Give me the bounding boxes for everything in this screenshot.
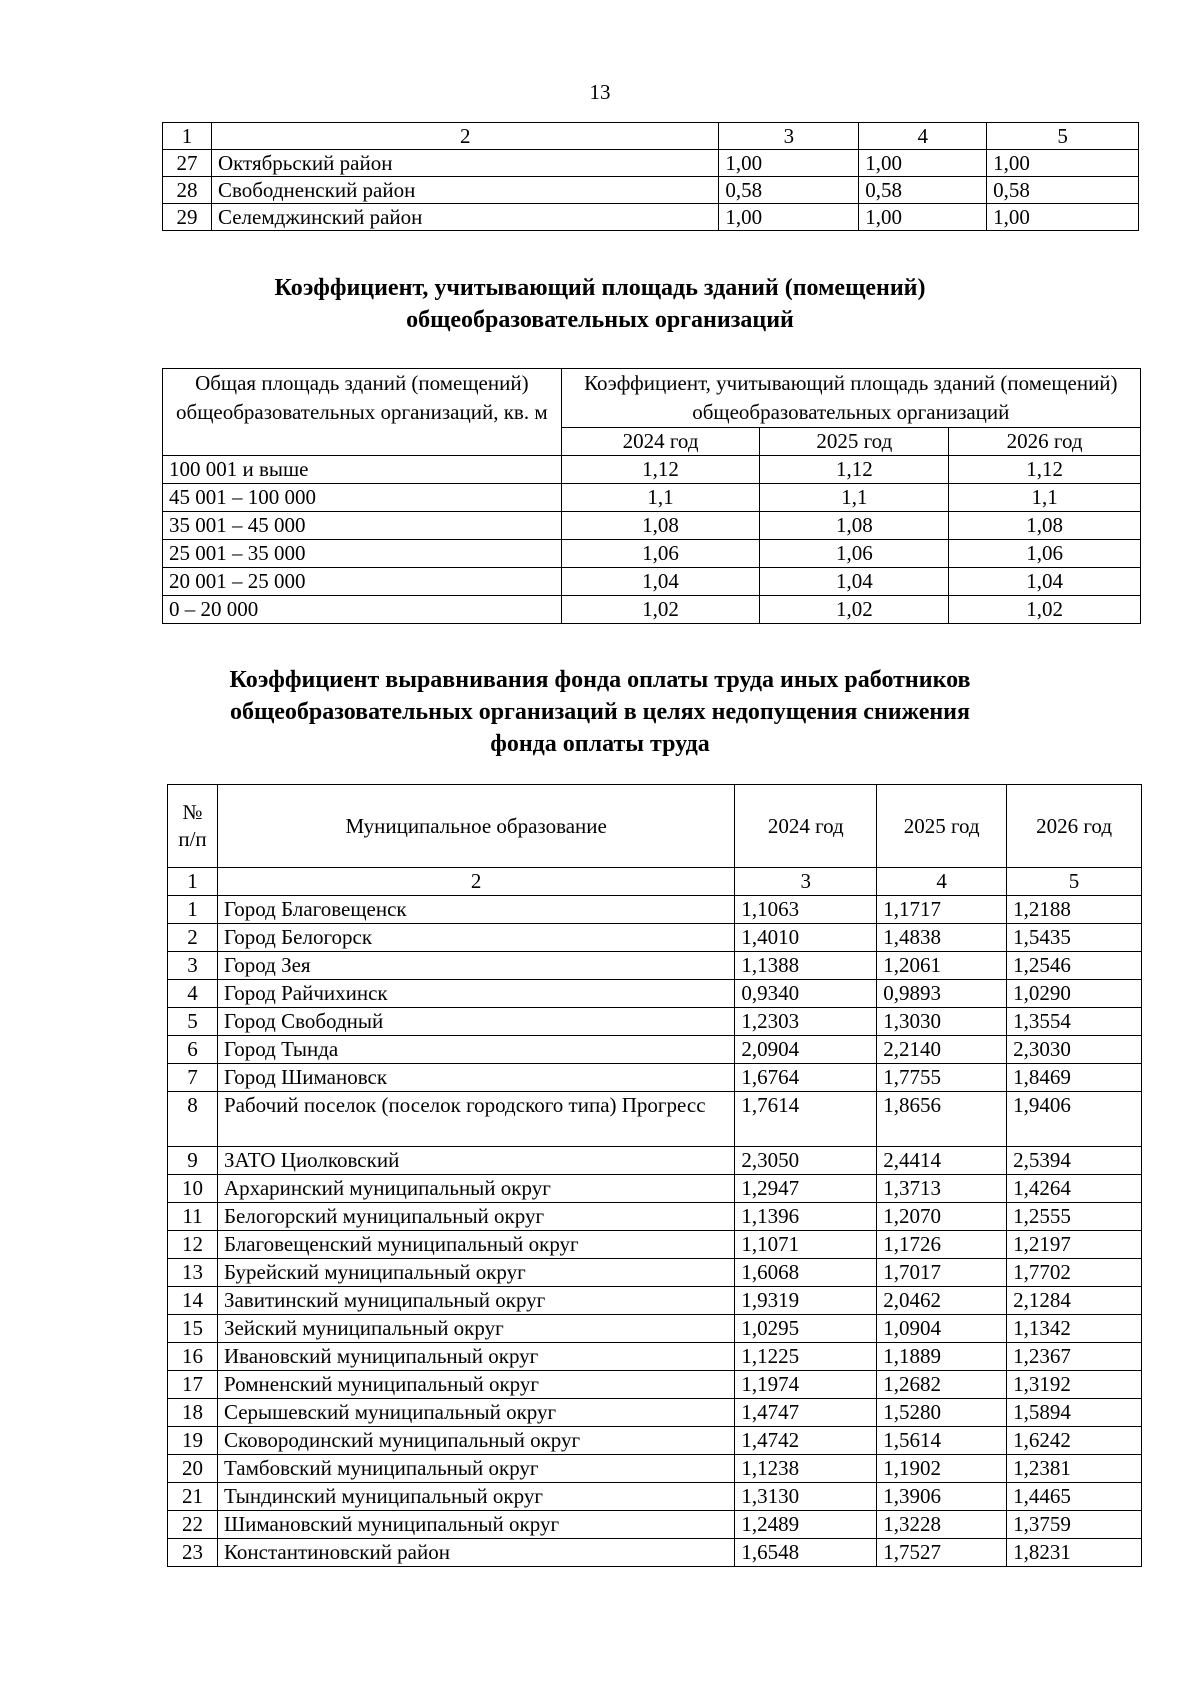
column-number: 2	[211, 123, 718, 150]
municipality-name: Ивановский муниципальный округ	[217, 1343, 734, 1371]
value-cell: 2,0462	[877, 1287, 1007, 1315]
row-number: 19	[168, 1427, 218, 1455]
municipality-name: Город Тында	[217, 1036, 734, 1064]
area-range: 20 001 – 25 000	[163, 568, 562, 596]
value-cell: 0,58	[859, 177, 987, 204]
value-cell: 1,4010	[735, 924, 877, 952]
table-row	[168, 1036, 1142, 1064]
value-cell: 1,7702	[1007, 1259, 1142, 1287]
table-row	[168, 1399, 1142, 1427]
row-number: 5	[168, 1008, 218, 1036]
value-cell: 2,1284	[1007, 1287, 1142, 1315]
table-row	[168, 1092, 1142, 1147]
row-number: 3	[168, 952, 218, 980]
value-cell: 1,00	[719, 150, 859, 177]
row-number: 16	[168, 1343, 218, 1371]
column-number: 3	[735, 868, 877, 896]
table-row	[168, 924, 1142, 952]
value-cell: 1,00	[859, 204, 987, 231]
value-cell: 1,5435	[1007, 924, 1142, 952]
table-row	[168, 1259, 1142, 1287]
page-number: 13	[589, 80, 611, 104]
area-range: 25 001 – 35 000	[163, 540, 562, 568]
municipality-name: Серышевский муниципальный округ	[217, 1399, 734, 1427]
value-cell: 1,1063	[735, 896, 877, 924]
value-cell: 1,7755	[877, 1064, 1007, 1092]
value-cell: 1,00	[859, 150, 987, 177]
value-cell: 1,5614	[877, 1427, 1007, 1455]
table-row	[168, 1175, 1142, 1203]
column-number: 2	[217, 868, 734, 896]
value-cell: 1,3228	[877, 1511, 1007, 1539]
municipality-name: Селемджинский район	[211, 204, 718, 231]
column-number: 4	[859, 123, 987, 150]
value-cell: 1,4264	[1007, 1175, 1142, 1203]
title-line: Коэффициент выравнивания фонда оплаты труда иных работников	[229, 667, 971, 693]
area-range: 100 001 и выше	[163, 456, 562, 484]
year-header: 2026 год	[1007, 785, 1142, 868]
area-range: 35 001 – 45 000	[163, 512, 562, 540]
value-cell: 2,2140	[877, 1036, 1007, 1064]
municipality-name: Город Белогорск	[217, 924, 734, 952]
row-number: 9	[168, 1147, 218, 1175]
value-cell: 1,5280	[877, 1399, 1007, 1427]
value-cell: 1,1	[949, 484, 1141, 512]
table-row	[168, 980, 1142, 1008]
table-row	[163, 568, 1141, 596]
value-cell: 0,9893	[877, 980, 1007, 1008]
column-number: 5	[987, 123, 1139, 150]
value-cell: 1,3759	[1007, 1511, 1142, 1539]
table-number-row	[168, 868, 1142, 896]
value-cell: 1,1902	[877, 1455, 1007, 1483]
value-cell: 1,2555	[1007, 1203, 1142, 1231]
row-number: 12	[168, 1231, 218, 1259]
table-row	[163, 456, 1141, 484]
row-number: 6	[168, 1036, 218, 1064]
column-header-area: Общая площадь зданий (помещений) общеобразовательных организаций, кв. м	[163, 369, 562, 456]
year-header: 2025 год	[760, 428, 949, 456]
value-cell: 1,6548	[735, 1539, 877, 1567]
title-line: общеобразовательных организаций	[406, 307, 794, 333]
value-cell: 1,1342	[1007, 1315, 1142, 1343]
value-cell: 1,3906	[877, 1483, 1007, 1511]
continuation-table	[162, 122, 1139, 231]
row-number: 17	[168, 1371, 218, 1399]
year-header: 2024 год	[735, 785, 877, 868]
column-number: 5	[1007, 868, 1142, 896]
value-cell: 1,1225	[735, 1343, 877, 1371]
municipality-name: Город Свободный	[217, 1008, 734, 1036]
value-cell: 1,08	[561, 512, 760, 540]
value-cell: 1,00	[719, 204, 859, 231]
value-cell: 1,3713	[877, 1175, 1007, 1203]
column-number: 1	[168, 868, 218, 896]
table-row	[168, 1511, 1142, 1539]
table-row	[168, 952, 1142, 980]
value-cell: 1,1717	[877, 896, 1007, 924]
municipality-name: Белогорский муниципальный округ	[217, 1203, 734, 1231]
value-cell: 2,3030	[1007, 1036, 1142, 1064]
column-number: 4	[877, 868, 1007, 896]
value-cell: 1,0290	[1007, 980, 1142, 1008]
table-row	[168, 1315, 1142, 1343]
table-row	[163, 150, 1139, 177]
value-cell: 1,06	[760, 540, 949, 568]
area-range: 0 – 20 000	[163, 596, 562, 624]
municipality-name: Бурейский муниципальный округ	[217, 1259, 734, 1287]
value-cell: 1,2197	[1007, 1231, 1142, 1259]
table-header-row	[163, 369, 1141, 428]
year-header: 2025 год	[877, 785, 1007, 868]
payroll-coefficient-table	[167, 784, 1142, 1567]
value-cell: 1,5894	[1007, 1399, 1142, 1427]
value-cell: 1,7614	[735, 1092, 877, 1147]
municipality-name: Архаринский муниципальный округ	[217, 1175, 734, 1203]
row-number: 21	[168, 1483, 218, 1511]
row-number: 15	[168, 1315, 218, 1343]
value-cell: 1,1396	[735, 1203, 877, 1231]
table-row	[168, 1427, 1142, 1455]
value-cell: 1,2367	[1007, 1343, 1142, 1371]
value-cell: 2,0904	[735, 1036, 877, 1064]
section-title-building-area	[0, 272, 1200, 336]
table-row	[163, 204, 1139, 231]
value-cell: 1,2489	[735, 1511, 877, 1539]
value-cell: 1,2682	[877, 1371, 1007, 1399]
table-row	[168, 1287, 1142, 1315]
value-cell: 1,2061	[877, 952, 1007, 980]
value-cell: 1,4465	[1007, 1483, 1142, 1511]
column-header-number: № п/п	[168, 785, 218, 868]
value-cell: 1,00	[987, 204, 1139, 231]
value-cell: 1,7527	[877, 1539, 1007, 1567]
value-cell: 1,08	[760, 512, 949, 540]
year-header: 2024 год	[561, 428, 760, 456]
value-cell: 1,1388	[735, 952, 877, 980]
municipality-name: Шимановский муниципальный округ	[217, 1511, 734, 1539]
value-cell: 1,08	[949, 512, 1141, 540]
value-cell: 1,8469	[1007, 1064, 1142, 1092]
table-row	[168, 1343, 1142, 1371]
area-range: 45 001 – 100 000	[163, 484, 562, 512]
table-row	[163, 177, 1139, 204]
row-number: 1	[168, 896, 218, 924]
value-cell: 1,02	[760, 596, 949, 624]
value-cell: 1,4747	[735, 1399, 877, 1427]
value-cell: 1,1071	[735, 1231, 877, 1259]
value-cell: 1,1974	[735, 1371, 877, 1399]
value-cell: 1,06	[949, 540, 1141, 568]
value-cell: 1,02	[561, 596, 760, 624]
row-number: 4	[168, 980, 218, 1008]
value-cell: 1,8231	[1007, 1539, 1142, 1567]
table-row	[168, 1064, 1142, 1092]
value-cell: 1,9319	[735, 1287, 877, 1315]
value-cell: 1,6764	[735, 1064, 877, 1092]
municipality-name: Город Шимановск	[217, 1064, 734, 1092]
value-cell: 0,58	[987, 177, 1139, 204]
row-number: 8	[168, 1092, 218, 1147]
value-cell: 1,1	[561, 484, 760, 512]
value-cell: 1,3030	[877, 1008, 1007, 1036]
row-number: 20	[168, 1455, 218, 1483]
municipality-name: Благовещенский муниципальный округ	[217, 1231, 734, 1259]
table-row	[163, 512, 1141, 540]
value-cell: 1,2303	[735, 1008, 877, 1036]
column-header-municipality: Муниципальное образование	[217, 785, 734, 868]
value-cell: 1,04	[561, 568, 760, 596]
value-cell: 1,2546	[1007, 952, 1142, 980]
value-cell: 1,04	[949, 568, 1141, 596]
table-row	[163, 596, 1141, 624]
value-cell: 1,3554	[1007, 1008, 1142, 1036]
table-row	[168, 1008, 1142, 1036]
row-number: 27	[163, 150, 212, 177]
row-number: 11	[168, 1203, 218, 1231]
table-row	[168, 1371, 1142, 1399]
value-cell: 1,02	[949, 596, 1141, 624]
table-row	[168, 1231, 1142, 1259]
value-cell: 1,12	[760, 456, 949, 484]
value-cell: 0,58	[719, 177, 859, 204]
row-number: 14	[168, 1287, 218, 1315]
table-row	[168, 1539, 1142, 1567]
municipality-name: Город Зея	[217, 952, 734, 980]
municipality-name: Свободненский район	[211, 177, 718, 204]
municipality-name: Город Благовещенск	[217, 896, 734, 924]
table-row	[168, 1455, 1142, 1483]
value-cell: 1,8656	[877, 1092, 1007, 1147]
value-cell: 1,12	[561, 456, 760, 484]
column-number: 1	[163, 123, 212, 150]
value-cell: 1,06	[561, 540, 760, 568]
value-cell: 1,1	[760, 484, 949, 512]
column-header-coefficient: Коэффициент, учитывающий площадь зданий (помещений) общеобразовательных организаций	[561, 369, 1140, 428]
table-header-row	[168, 785, 1142, 868]
value-cell: 1,3192	[1007, 1371, 1142, 1399]
row-number: 29	[163, 204, 212, 231]
row-number: 2	[168, 924, 218, 952]
row-number: 18	[168, 1399, 218, 1427]
value-cell: 1,1889	[877, 1343, 1007, 1371]
year-header: 2026 год	[949, 428, 1141, 456]
value-cell: 1,0295	[735, 1315, 877, 1343]
value-cell: 1,1726	[877, 1231, 1007, 1259]
municipality-name: Город Райчихинск	[217, 980, 734, 1008]
value-cell: 1,00	[987, 150, 1139, 177]
municipality-name: Зейский муниципальный округ	[217, 1315, 734, 1343]
title-line: Коэффициент, учитывающий площадь зданий (помещений)	[274, 275, 926, 301]
municipality-name: Сковородинский муниципальный округ	[217, 1427, 734, 1455]
value-cell: 1,4838	[877, 924, 1007, 952]
municipality-name: Рабочий поселок (поселок городского типа) Прогресс	[217, 1092, 734, 1147]
value-cell: 1,1238	[735, 1455, 877, 1483]
row-number: 28	[163, 177, 212, 204]
value-cell: 1,3130	[735, 1483, 877, 1511]
value-cell: 1,2188	[1007, 896, 1142, 924]
table-row	[168, 1483, 1142, 1511]
value-cell: 1,6068	[735, 1259, 877, 1287]
municipality-name: Тындинский муниципальный округ	[217, 1483, 734, 1511]
value-cell: 2,5394	[1007, 1147, 1142, 1175]
table-row	[163, 484, 1141, 512]
row-number: 22	[168, 1511, 218, 1539]
row-number: 13	[168, 1259, 218, 1287]
value-cell: 1,2947	[735, 1175, 877, 1203]
value-cell: 2,4414	[877, 1147, 1007, 1175]
municipality-name: ЗАТО Циолковский	[217, 1147, 734, 1175]
table-header-row	[163, 123, 1139, 150]
value-cell: 1,9406	[1007, 1092, 1142, 1147]
table-row	[168, 1147, 1142, 1175]
building-area-table	[162, 368, 1141, 624]
municipality-name: Октябрьский район	[211, 150, 718, 177]
title-line: общеобразовательных организаций в целях недопущения снижения	[230, 699, 970, 725]
value-cell: 1,6242	[1007, 1427, 1142, 1455]
value-cell: 1,04	[760, 568, 949, 596]
title-line: фонда оплаты труда	[490, 731, 710, 757]
municipality-name: Тамбовский муниципальный округ	[217, 1455, 734, 1483]
section-title-payroll-coefficient	[0, 664, 1200, 760]
table-row	[168, 1203, 1142, 1231]
value-cell: 1,7017	[877, 1259, 1007, 1287]
column-number: 3	[719, 123, 859, 150]
value-cell: 2,3050	[735, 1147, 877, 1175]
value-cell: 1,2070	[877, 1203, 1007, 1231]
value-cell: 0,9340	[735, 980, 877, 1008]
value-cell: 1,12	[949, 456, 1141, 484]
row-number: 10	[168, 1175, 218, 1203]
row-number: 7	[168, 1064, 218, 1092]
row-number: 23	[168, 1539, 218, 1567]
value-cell: 1,4742	[735, 1427, 877, 1455]
municipality-name: Ромненский муниципальный округ	[217, 1371, 734, 1399]
value-cell: 1,2381	[1007, 1455, 1142, 1483]
table-row	[168, 896, 1142, 924]
table-row	[163, 540, 1141, 568]
municipality-name: Завитинский муниципальный округ	[217, 1287, 734, 1315]
municipality-name: Константиновский район	[217, 1539, 734, 1567]
value-cell: 1,0904	[877, 1315, 1007, 1343]
